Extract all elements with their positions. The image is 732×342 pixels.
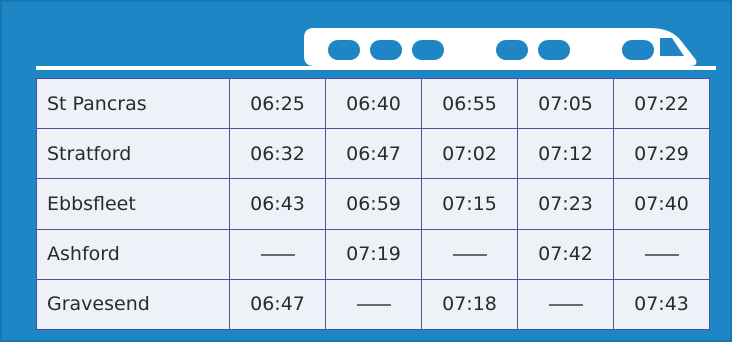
timetable-table bbox=[36, 78, 710, 330]
departure-time: 07:23 bbox=[518, 179, 614, 229]
departure-time: 07:18 bbox=[422, 279, 518, 329]
dash-icon bbox=[261, 254, 295, 256]
departure-time: 07:19 bbox=[326, 229, 422, 279]
departure-time: 06:40 bbox=[326, 79, 422, 129]
no-stop-cell bbox=[518, 279, 614, 329]
departure-time: 07:29 bbox=[614, 129, 710, 179]
departure-time: 06:55 bbox=[422, 79, 518, 129]
no-stop-cell bbox=[230, 229, 326, 279]
station-name: Gravesend bbox=[37, 279, 230, 329]
departure-time: 06:47 bbox=[230, 279, 326, 329]
departure-time: 07:42 bbox=[518, 229, 614, 279]
departure-time: 07:02 bbox=[422, 129, 518, 179]
departure-time: 07:22 bbox=[614, 79, 710, 129]
station-name: Ebbsfleet bbox=[37, 179, 230, 229]
track-line bbox=[36, 66, 716, 70]
departure-time: 06:32 bbox=[230, 129, 326, 179]
train-icon bbox=[300, 20, 700, 70]
departure-time: 07:05 bbox=[518, 79, 614, 129]
station-name: St Pancras bbox=[37, 79, 230, 129]
dash-icon bbox=[549, 304, 583, 306]
departure-time: 06:25 bbox=[230, 79, 326, 129]
departure-time: 07:40 bbox=[614, 179, 710, 229]
table-row bbox=[37, 79, 710, 129]
departure-time: 07:12 bbox=[518, 129, 614, 179]
table-row bbox=[37, 129, 710, 179]
table-row bbox=[37, 179, 710, 229]
departure-time: 06:43 bbox=[230, 179, 326, 229]
departure-time: 07:43 bbox=[614, 279, 710, 329]
station-name: Ashford bbox=[37, 229, 230, 279]
table-row bbox=[37, 279, 710, 329]
station-name: Stratford bbox=[37, 129, 230, 179]
no-stop-cell bbox=[326, 279, 422, 329]
departure-time: 07:15 bbox=[422, 179, 518, 229]
dash-icon bbox=[645, 254, 679, 256]
dash-icon bbox=[357, 304, 391, 306]
no-stop-cell bbox=[614, 229, 710, 279]
departure-time: 06:59 bbox=[326, 179, 422, 229]
dash-icon bbox=[453, 254, 487, 256]
no-stop-cell bbox=[422, 229, 518, 279]
departure-time: 06:47 bbox=[326, 129, 422, 179]
table-row bbox=[37, 229, 710, 279]
